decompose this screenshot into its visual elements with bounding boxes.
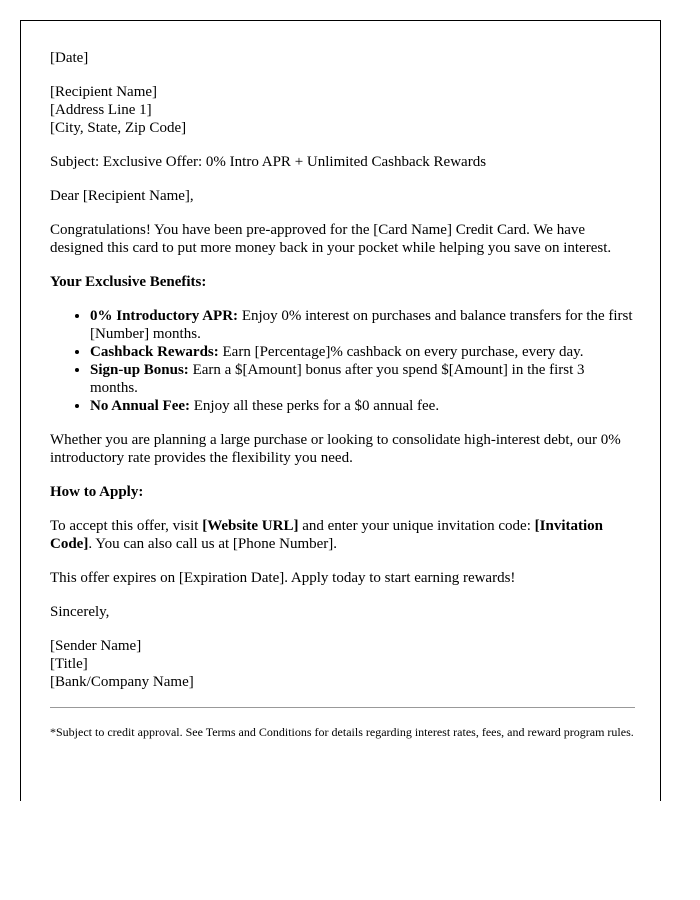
expiry-paragraph: This offer expires on [Expiration Date]. Apply today to start earning rewards!: [50, 570, 516, 586]
letter-intro: Congratulations! You have been pre-approved for the [Card Name] Credit Card. We have designed this card to put more money back in your pocket while helping you save on interest.: [50, 222, 612, 256]
apply-suffix: . You can also call us at [Phone Number].: [88, 536, 338, 552]
apply-paragraph: [50, 517, 635, 553]
website-url: [Website URL]: [202, 518, 299, 534]
sender-company: [Bank/Company Name]: [50, 674, 194, 690]
benefit-text: Enjoy all these perks for a $0 annual fee.: [190, 398, 440, 414]
letter-date: [Date]: [50, 50, 89, 66]
closing: Sincerely,: [50, 604, 110, 620]
benefit-text: Earn a $[Amount] bonus after you spend $[Amount] in the first 3 months.: [90, 362, 585, 396]
recipient-name: [Recipient Name]: [50, 84, 158, 100]
benefit-text: Earn [Percentage]% cashback on every purchase, every day.: [218, 344, 584, 360]
sender-title: [Title]: [50, 656, 88, 672]
sender-signature: [50, 637, 635, 691]
benefit-item: [90, 397, 635, 415]
benefit-label: Cashback Rewards:: [90, 344, 219, 360]
benefits-heading: Your Exclusive Benefits:: [50, 274, 207, 290]
benefit-item: [90, 343, 635, 361]
letter-body: [50, 49, 635, 756]
recipient-address: [50, 83, 635, 137]
benefits-list: [50, 307, 635, 415]
benefit-item: [90, 307, 635, 343]
footnote-disclaimer: *Subject to credit approval. See Terms and Conditions for details regarding interest rates, fees, and reward program rules.: [50, 725, 634, 739]
benefit-label: No Annual Fee:: [90, 398, 191, 414]
recipient-city-state-zip: [City, State, Zip Code]: [50, 120, 187, 136]
sender-name: [Sender Name]: [50, 638, 142, 654]
apply-prefix: To accept this offer, visit: [50, 518, 203, 534]
footer-divider: [50, 707, 635, 708]
benefit-item: [90, 361, 635, 397]
letter-greeting: Dear [Recipient Name],: [50, 188, 194, 204]
letter-subject: Subject: Exclusive Offer: 0% Intro APR + Unlimited Cashback Rewards: [50, 154, 487, 170]
flexibility-paragraph: Whether you are planning a large purchase or looking to consolidate high-interest debt, our 0% introductory rate provides the flexibility you need.: [50, 432, 621, 466]
letter-page: [20, 20, 661, 801]
recipient-address-line-1: [Address Line 1]: [50, 102, 152, 118]
apply-heading: How to Apply:: [50, 484, 144, 500]
benefit-label: Sign-up Bonus:: [90, 362, 189, 378]
benefit-label: 0% Introductory APR:: [90, 308, 239, 324]
apply-middle: and enter your unique invitation code:: [298, 518, 535, 534]
invitation-code: [Invitation Code]: [50, 518, 603, 552]
benefit-text: Enjoy 0% interest on purchases and balance transfers for the first [Number] months.: [90, 308, 633, 342]
